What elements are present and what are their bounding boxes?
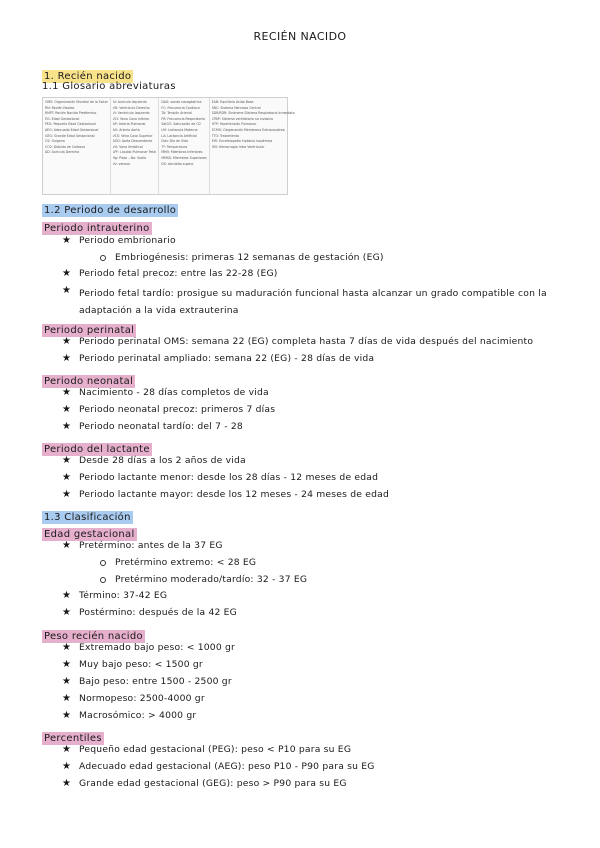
glossary-entry: ECMO: Oxigenación Membrana Extracorpórea: [211, 127, 285, 132]
glossary-entry: SDR/RDR: Síndrome Distress Respiratorio Inmediato: [211, 111, 295, 116]
glossary-entry: RNPT: Recién Nacido Pretérmino: [45, 111, 97, 116]
list-item: Pretérmino: antes de la 37 EG: [79, 540, 223, 551]
star-bullet-icon: ★: [62, 387, 71, 398]
star-bullet-icon: ★: [62, 472, 71, 483]
star-bullet-icon: ★: [62, 404, 71, 415]
glossary-entry: AI: Aurícula Izquierda: [112, 100, 147, 104]
glossary-entry: Vv: venoso: [112, 161, 130, 166]
list-item: Postérmino: después de la 42 EG: [79, 607, 237, 618]
list-item: Grande edad gestacional (GEG): peso > P90 para su EG: [79, 778, 347, 789]
heading-percentiles: Percentiles: [44, 733, 102, 744]
list-item: Desde 28 días a los 2 años de vida: [79, 455, 246, 466]
section-1-heading: 1. Recién nacido: [44, 71, 132, 82]
glossary-entry: AD: Aurícula Derecha: [45, 150, 80, 155]
list-item: Normopeso: 2500-4000 gr: [79, 693, 205, 704]
star-bullet-icon: ★: [62, 421, 71, 432]
glossary-entry: VCI: Vena Cava Inferior: [112, 116, 150, 121]
glossary-entry: RN: Recién Nacido: [45, 105, 75, 110]
glossary-entry: LM: Lactancia Materna: [161, 127, 198, 132]
glossary-entry: LPF: Líquido Pulmonar Fetal: [112, 150, 157, 155]
heading-peso: Peso recién nacido: [44, 631, 143, 642]
star-bullet-icon: ★: [62, 607, 71, 618]
glossary-entry: AEG: Adecuado Edad Gestacional: [45, 127, 99, 132]
heading-edad-gestacional: Edad gestacional: [44, 529, 135, 540]
list-item: Periodo fetal precoz: entre las 22-28 (EG): [79, 268, 278, 279]
list-item: Muy bajo peso: < 1500 gr: [79, 659, 203, 670]
star-bullet-icon: ★: [62, 336, 71, 347]
list-item: Periodo perinatal ampliado: semana 22 (EG) - 28 días de vida: [79, 353, 375, 364]
list-item: Periodo embrionario: [79, 235, 176, 246]
glossary-table: [42, 97, 295, 195]
glossary-entry: AO: Arteria Aorta: [112, 127, 140, 132]
glossary-entry: Hg: Plata – No: Sodio: [112, 155, 146, 160]
glossary-entry: VU: Vena Umbilical: [112, 144, 143, 149]
star-bullet-icon: ★: [62, 235, 71, 246]
glossary-column: [159, 98, 209, 194]
glossary-entry: AOD: Aorta Descendente: [112, 139, 153, 144]
list-item: Pequeño edad gestacional (PEG): peso < P10 para su EG: [79, 744, 352, 755]
glossary-entry: SNC: Sistema Nervioso Central: [211, 105, 261, 110]
star-bullet-icon: ★: [62, 285, 71, 296]
glossary-entry: EG: Edad Gestacional: [45, 116, 80, 121]
list-item: Término: 37-42 EG: [79, 590, 168, 601]
glossary-entry: MMSS: Miembros Superiores: [161, 155, 207, 160]
list-item: Bajo peso: entre 1500 - 2500 gr: [79, 676, 232, 687]
star-bullet-icon: ★: [62, 710, 71, 721]
list-item: Embriogénesis: primeras 12 semanas de gestación (EG): [115, 252, 384, 263]
glossary-entry: Tª: Temperatura: [161, 144, 188, 149]
section-1-1-heading: 1.1 Glosario abreviaturas: [42, 81, 176, 92]
glossary-column: [43, 98, 111, 194]
glossary-entry: HTP: Hipertensión Pulmonar: [211, 122, 257, 127]
glossary-entry: VI: Ventrículo Izquierdo: [112, 111, 150, 116]
list-item: Periodo neonatal tardío: del 7 - 28: [79, 421, 243, 432]
glossary-column: [111, 98, 160, 194]
star-bullet-icon: ★: [62, 540, 71, 551]
heading-lactante: Periodo del lactante: [44, 444, 150, 455]
heading-intrauterino: Periodo intrauterino: [44, 223, 150, 234]
star-bullet-icon: ★: [62, 353, 71, 364]
circle-bullet-icon: [100, 577, 106, 583]
glossary-entry: TTO: Tratamiento: [211, 133, 240, 138]
star-bullet-icon: ★: [62, 761, 71, 772]
glossary-entry: PEG: Pequeño Edad Gestacional: [45, 122, 97, 127]
glossary-column: [210, 98, 297, 194]
list-item: Periodo neonatal precoz: primeros 7 días: [79, 404, 276, 415]
glossary-entry: MMII: Miembros Inferiores: [161, 150, 203, 155]
list-item: Periodo perinatal OMS: semana 22 (EG) completa hasta 7 días de vida después del nacimiento: [79, 336, 534, 347]
glossary-entry: Ddv: Día de Vida: [161, 139, 188, 144]
list-item: Periodo fetal tardío: prosigue su maduración funcional hasta alcanzar un grado compatible con la adaptación a la vida extrauterina: [79, 288, 547, 316]
glossary-entry: DS: decúbito supino: [161, 161, 194, 166]
heading-neonatal: Periodo neonatal: [44, 376, 134, 387]
star-bullet-icon: ★: [62, 642, 71, 653]
glossary-entry: AP: Arteria Pulmonar: [112, 122, 146, 127]
list-item: Periodo lactante menor: desde los 28 días - 12 meses de edad: [79, 472, 379, 483]
glossary-entry: O2: Oxígeno: [45, 139, 65, 144]
glossary-entry: EHI: Encefalopatía hipóxico isquémica: [211, 139, 273, 144]
glossary-entry: TA: Tensión Arterial: [161, 111, 192, 116]
star-bullet-icon: ★: [62, 744, 71, 755]
circle-bullet-icon: [100, 255, 106, 261]
glossary-entry: SatO2: Saturación de O2: [161, 122, 201, 127]
glossary-entry: OMS: Organización Mundial de la Salud: [45, 100, 108, 104]
list-item: Pretérmino moderado/tardío: 32 - 37 EG: [115, 574, 308, 585]
section-1-3-heading: 1.3 Clasificación: [44, 512, 131, 523]
glossary-entry: GEG: Grande Edad Gestacional: [45, 133, 95, 138]
glossary-entry: FC: Frecuencia Cardiaca: [161, 105, 200, 110]
heading-perinatal: Periodo perinatal: [44, 325, 135, 336]
list-item: Pretérmino extremo: < 28 EG: [115, 557, 257, 568]
glossary-entry: DAG: sonda nasogástrica: [161, 100, 202, 104]
star-bullet-icon: ★: [62, 455, 71, 466]
star-bullet-icon: ★: [62, 489, 71, 500]
page-title: RECIÉN NACIDO: [253, 30, 347, 43]
glossary-entry: VD: Ventrículo Derecho: [112, 105, 150, 110]
list-item: Nacimiento - 28 días completos de vida: [79, 387, 269, 398]
star-bullet-icon: ★: [62, 590, 71, 601]
glossary-entry: EAB: Equilibrio Ácido Base: [211, 100, 254, 104]
star-bullet-icon: ★: [62, 659, 71, 670]
star-bullet-icon: ★: [62, 676, 71, 687]
glossary-entry: HIV: Hemorragia Intra Ventricular: [211, 144, 265, 149]
star-bullet-icon: ★: [62, 778, 71, 789]
circle-bullet-icon: [100, 560, 106, 566]
star-bullet-icon: ★: [62, 693, 71, 704]
star-bullet-icon: ★: [62, 268, 71, 279]
glossary-entry: VCS: Vena Cava Superior: [112, 133, 153, 138]
glossary-entry: LA: Lactancia Artificial: [161, 133, 197, 138]
glossary-entry: CPAP: Sistema ventilatorio no invasivo: [211, 116, 273, 121]
glossary-entry: FR: Frecuencia Respiratoria: [161, 116, 205, 121]
list-item: Macrosómico: > 4000 gr: [79, 710, 197, 721]
section-1-2-heading: 1.2 Periodo de desarrollo: [44, 205, 177, 216]
list-item: Adecuado edad gestacional (AEG): peso P10 - P90 para su EG: [79, 761, 375, 772]
glossary-entry: CO2: Dióxido de Carbono: [45, 144, 86, 149]
list-item: Periodo lactante mayor: desde los 12 meses - 24 meses de edad: [79, 489, 389, 500]
list-item: Extremado bajo peso: < 1000 gr: [79, 642, 236, 653]
